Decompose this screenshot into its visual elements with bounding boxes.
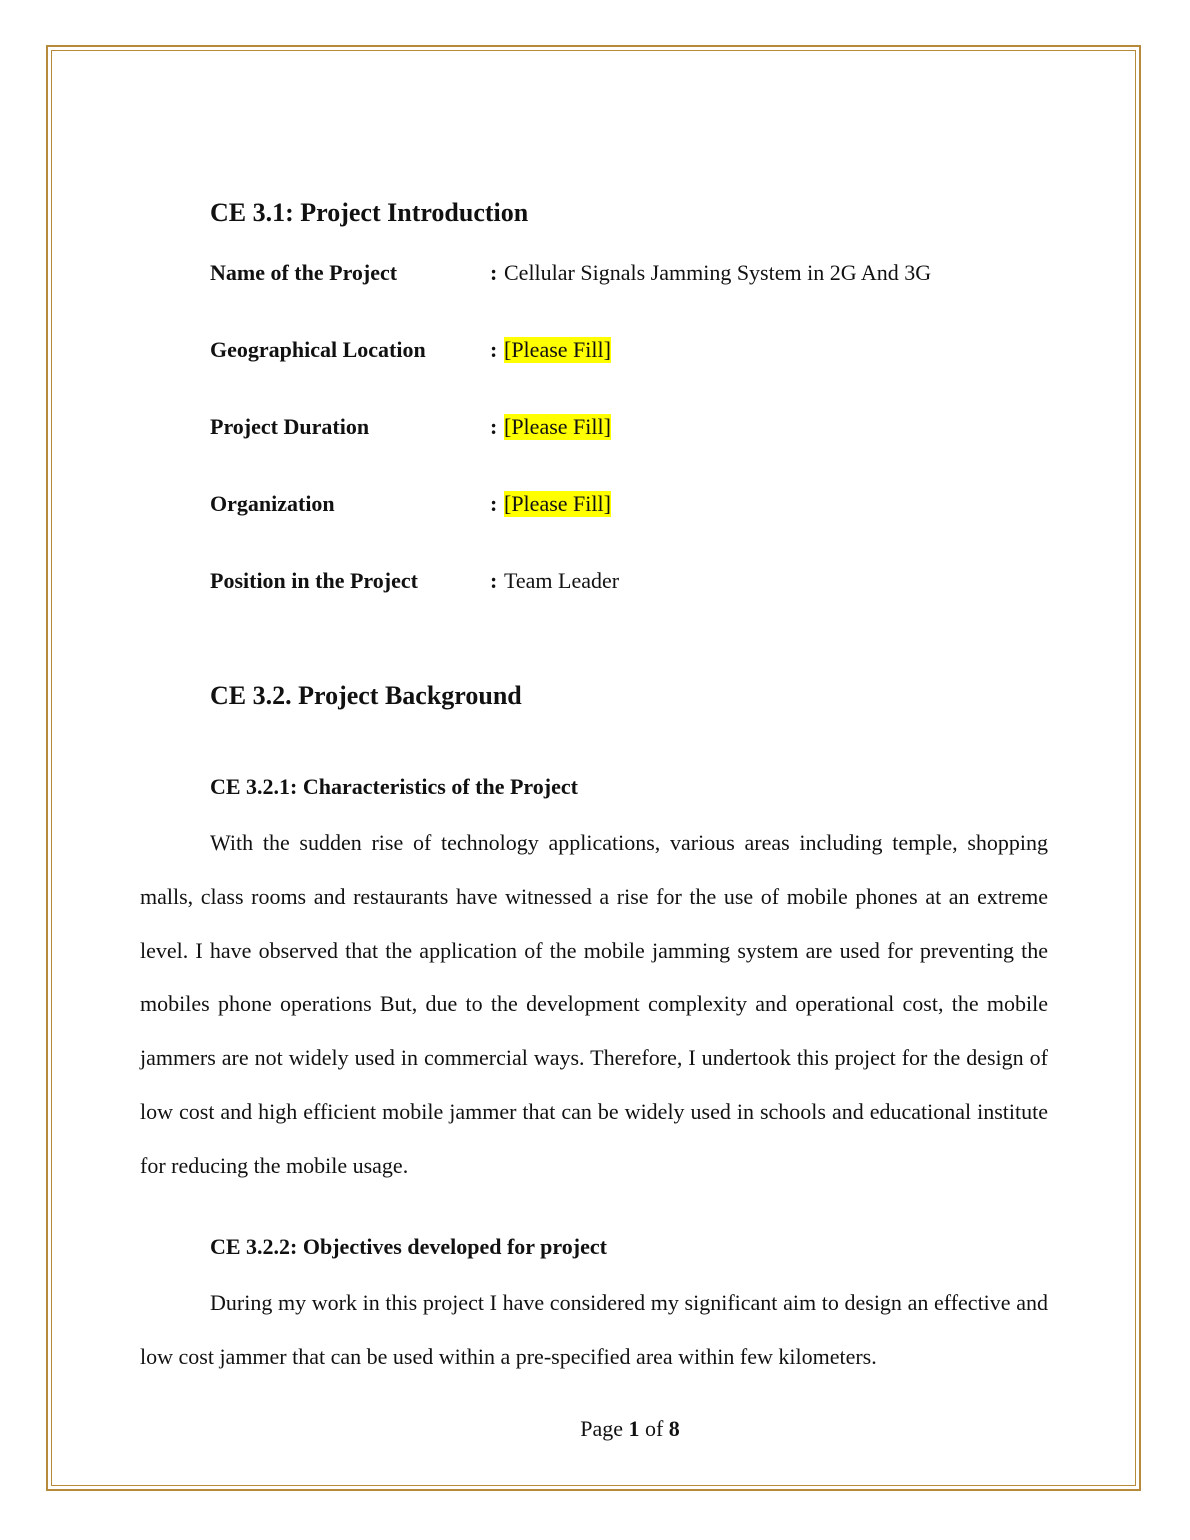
field-value-placeholder: [Please Fill] [504, 337, 611, 362]
field-colon: : [490, 568, 498, 593]
footer-page-word: Page [580, 1416, 623, 1441]
section-title-project-introduction: CE 3.1: Project Introduction [210, 198, 529, 227]
field-value: Cellular Signals Jamming System in 2G And 3G [504, 260, 932, 285]
field-value: Team Leader [504, 568, 620, 593]
section-title-project-background: CE 3.2. Project Background [210, 681, 522, 710]
subsection-title-characteristics: CE 3.2.1: Characteristics of the Project [210, 774, 578, 799]
field-label: Name of the Project [210, 260, 398, 285]
paragraph-objectives: During my work in this project I have considered my significant aim to design an effective and low cost jammer that can be used within a pre-specified area within few kilometers. [140, 1290, 1048, 1369]
field-colon: : [490, 491, 498, 516]
footer-of-word: of [644, 1416, 664, 1441]
field-colon: : [490, 414, 498, 439]
field-colon: : [490, 260, 498, 285]
paragraph-characteristics: With the sudden rise of technology applications, various areas including temple, shopping malls, class rooms and restaurants have witnessed a rise for the use of mobile phones at an extreme level. I have observed that the application of the mobile jamming system are used for preventing the mobiles phone operations But, due to the development complexity and operational cost, the mobile jammers are not widely used in commercial ways. Therefore, I undertook this project for the design of low cost and high efficient mobile jammer that can be widely used in schools and educational institute for reducing the mobile usage. [140, 830, 1048, 1178]
footer-current-page: 1 [628, 1416, 640, 1441]
field-value-placeholder: [Please Fill] [504, 414, 611, 439]
subsection-title-objectives: CE 3.2.2: Objectives developed for project [210, 1234, 607, 1259]
field-label: Geographical Location [210, 337, 426, 362]
field-colon: : [490, 337, 498, 362]
field-label: Project Duration [210, 414, 370, 439]
field-label: Position in the Project [210, 568, 418, 593]
page-footer [0, 1416, 1190, 1442]
footer-total-pages: 8 [668, 1416, 680, 1441]
field-value-placeholder: [Please Fill] [504, 491, 611, 516]
field-label: Organization [210, 491, 335, 516]
